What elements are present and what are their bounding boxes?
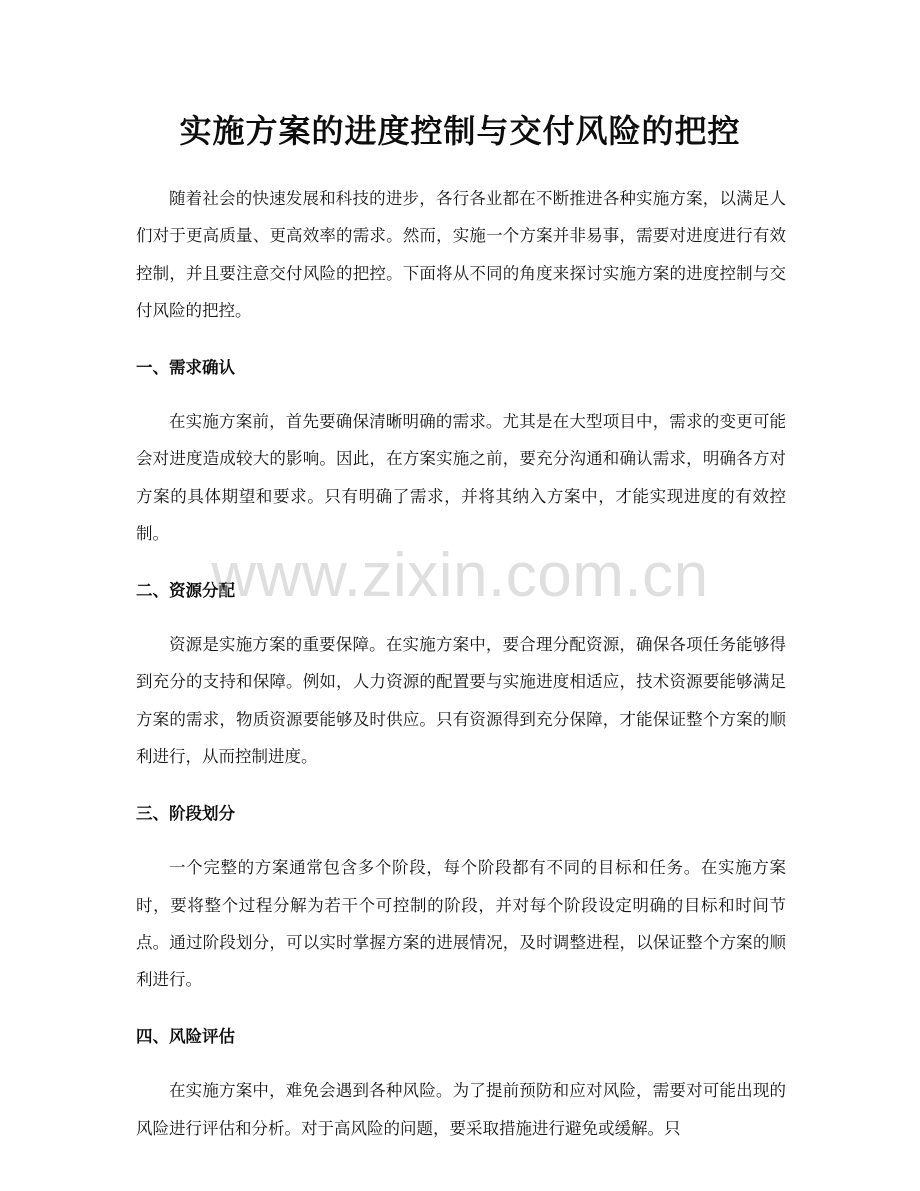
section-body-risk: 在实施方案中，难免会遇到各种风险。为了提前预防和应对风险，需要对可能出现的风险进行评估和分析。对于高风险的问题，要采取措施进行避免或缓解。只	[136, 1081, 786, 1138]
document-title: 实施方案的进度控制与交付风险的把控	[179, 112, 741, 150]
section-heading-risk: 四、风险评估	[136, 1026, 235, 1046]
section-body-requirements: 在实施方案前，首先要确保清晰明确的需求。尤其是在大型项目中，需求的变更可能会对进度造成较大的影响。因此，在方案实施之前，要充分沟通和确认需求，明确各方对方案的具体期望和要求。只有明确了需求，并将其纳入方案中，才能实现进度的有效控制。	[136, 412, 786, 544]
watermark: www.zixin.com.cn	[211, 541, 709, 610]
section-heading-phases: 三、阶段划分	[136, 803, 235, 823]
intro-paragraph: 随着社会的快速发展和科技的进步，各行各业都在不断推进各种实施方案，以满足人们对于更高质量、更高效率的需求。然而，实施一个方案并非易事，需要对进度进行有效控制，并且要注意交付风险的把控。下面将从不同的角度来探讨实施方案的进度控制与交付风险的把控。	[136, 189, 786, 321]
section-heading-requirements: 一、需求确认	[136, 357, 235, 377]
section-body-phases: 一个完整的方案通常包含多个阶段，每个阶段都有不同的目标和任务。在实施方案时，要将整个过程分解为若干个可控制的阶段，并对每个阶段设定明确的目标和时间节点。通过阶段划分，可以实时掌握方案的进展情况，及时调整进程，以保证整个方案的顺利进行。	[136, 858, 786, 990]
document-body	[136, 180, 786, 1147]
section-body-resources: 资源是实施方案的重要保障。在实施方案中，要合理分配资源，确保各项任务能够得到充分的支持和保障。例如，人力资源的配置要与实施进度相适应，技术资源要能够满足方案的需求，物质资源要能够及时供应。只有资源得到充分保障，才能保证整个方案的顺利进行，从而控制进度。	[136, 635, 786, 767]
section-heading-resources: 二、资源分配	[136, 580, 235, 600]
